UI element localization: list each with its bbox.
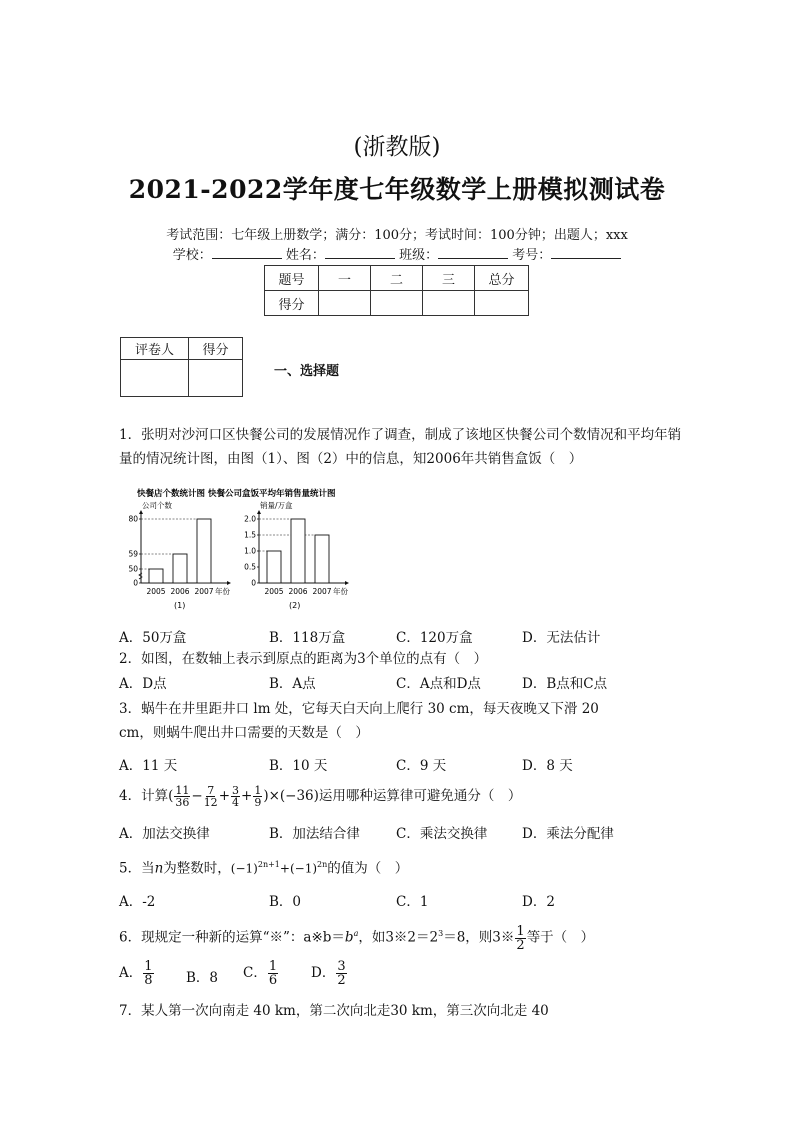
question-3: 3．蜗牛在井里距井口 lm 处，它每天白天向上爬行 30 cm，每天夜晚又下滑 20 cm，则蜗牛爬出井口需要的天数是（ ） (119, 701, 599, 741)
q6-exponent-2: 3 (438, 929, 444, 938)
q6-base-2: 2 (429, 929, 439, 946)
page-title: 2021-2022学年度七年级数学上册模拟测试卷 (128, 175, 666, 204)
numerator: 3 (337, 959, 346, 974)
x-axis-unit: 年份 (215, 587, 230, 596)
y-axis-label: 公司个数 (142, 501, 172, 510)
question-7: 7．某人第一次向南走 40 km，第二次向北走30 km，第三次向北走 40 (119, 1003, 549, 1019)
denominator: 9 (254, 796, 262, 809)
y-tick-label: 0 (133, 578, 138, 588)
x-tick-label: 2007 (312, 587, 332, 596)
denominator: 36 (175, 796, 190, 809)
q4-fraction-1 (174, 785, 190, 808)
numerator: 7 (207, 784, 215, 797)
y-tick-label: 0.5 (244, 562, 256, 572)
q5-exponent-b: 2n (317, 860, 328, 869)
q6-middle-2: ＝8，则3※ (443, 929, 515, 946)
q4-option-d[interactable]: D．乘法分配律 (522, 826, 614, 842)
score-cell[interactable] (371, 291, 423, 316)
score-table-header: 一 (319, 266, 371, 291)
q1-option-d[interactable]: D．无法估计 (522, 630, 601, 646)
numerator: 3 (232, 784, 239, 797)
question-2: 2．如图，在数轴上表示到原点的距离为3个单位的点有（ ） (119, 651, 488, 667)
question-4 (119, 784, 689, 808)
x-axis-arrow (227, 581, 231, 585)
edition-label: (浙教版) (353, 134, 441, 160)
score-cell[interactable] (475, 291, 529, 316)
grader-score-label: 得分 (189, 338, 243, 360)
score-cell[interactable] (423, 291, 475, 316)
numerator: 1 (144, 959, 153, 974)
q2-option-d[interactable]: D．B点和C点 (522, 676, 608, 692)
q2-option-b[interactable]: B．A点 (269, 676, 316, 692)
student-info-line (0, 244, 794, 263)
q4-option-c[interactable]: C．乘法交换律 (396, 826, 488, 842)
question-6 (119, 922, 689, 952)
operator: + (218, 788, 230, 804)
q5-option-b[interactable]: B．0 (269, 894, 302, 910)
grader-table (120, 337, 243, 397)
q6-middle: ，如3※2＝ (358, 929, 430, 946)
q3-option-c[interactable]: C．9 天 (396, 758, 447, 774)
bar-charts-svg (119, 483, 379, 613)
score-table-header: 题号 (265, 266, 319, 291)
q3-option-d[interactable]: D．8 天 (522, 758, 573, 774)
y-tick-label: 0 (251, 578, 256, 588)
reviewer-cell[interactable] (121, 360, 189, 397)
figure-caption-2: (2) (289, 601, 301, 610)
q4-prefix: 4．计算 (119, 788, 169, 804)
operator: + (241, 788, 253, 804)
q4-multiplier: )×(−36) (263, 788, 319, 804)
q6-suffix: 等于（ ） (526, 929, 595, 946)
q1-option-c[interactable]: C．120万盒 (396, 630, 473, 646)
q5-term-a: (−1) (230, 861, 258, 876)
denominator: 2 (516, 937, 525, 953)
figure-caption-1: (1) (174, 601, 186, 610)
axis-break-mark (139, 573, 142, 579)
score-table-header: 二 (371, 266, 423, 291)
q4-paren: ( (168, 788, 174, 804)
section-title: 一、选择题 (274, 364, 340, 379)
score-table (264, 265, 529, 316)
option-label: B．8 (186, 970, 219, 986)
x-tick-label: 2006 (170, 587, 190, 596)
numerator: 1 (268, 959, 278, 974)
denominator: 2 (337, 973, 346, 988)
score-table-header: 三 (423, 266, 475, 291)
exam-no-field[interactable] (551, 245, 621, 259)
q4-fraction-4 (253, 785, 262, 808)
y-tick-label: 1.5 (244, 530, 256, 540)
score-cell[interactable] (319, 291, 371, 316)
q3-option-a[interactable]: A．11 天 (119, 758, 178, 774)
numerator: 1 (516, 923, 525, 939)
question-5 (119, 853, 689, 881)
school-field[interactable] (212, 245, 282, 259)
x-axis-arrow (345, 581, 349, 585)
score-row-label: 得分 (265, 291, 319, 316)
y-tick-label: 2.0 (244, 514, 256, 524)
q5-option-a[interactable]: A．-2 (119, 894, 156, 910)
grader-score-cell[interactable] (189, 360, 243, 397)
bar (173, 554, 187, 583)
numerator: 1 (254, 784, 262, 797)
name-label: 姓名： (285, 248, 325, 263)
exam-info: 考试范围：七年级上册数学；满分：100分；考试时间：100分钟；出题人；xxx (166, 228, 628, 243)
q5-middle: 为整数时， (163, 860, 231, 877)
q2-option-a[interactable]: A．D点 (119, 676, 167, 692)
q5-prefix: 5．当 (119, 860, 155, 877)
y-tick-label: 59 (128, 549, 138, 559)
q5-option-c[interactable]: C．1 (396, 894, 429, 910)
bar-chart-figure (119, 483, 379, 613)
numerator: 11 (175, 784, 190, 797)
q5-exponent-a: 2n+1 (257, 860, 280, 869)
x-tick-label: 2007 (194, 587, 214, 596)
bar (197, 519, 211, 583)
q6-base: b (344, 929, 354, 946)
y-axis-label: 销量/万盒 (260, 501, 293, 510)
option-fraction (268, 960, 278, 987)
q5-suffix: 的值为（ ） (327, 860, 409, 877)
q6-exponent: a (353, 929, 359, 938)
q6-option-b[interactable] (186, 966, 218, 986)
q4-option-a[interactable]: A．加法交换律 (119, 826, 210, 842)
name-field[interactable] (325, 245, 395, 259)
school-label: 学校： (172, 248, 212, 263)
exam-no-label: 考号： (512, 248, 552, 263)
y-axis-arrow (139, 510, 143, 514)
q2-option-c[interactable]: C．A点和D点 (396, 676, 481, 692)
score-table-header: 总分 (475, 266, 529, 291)
q6-prefix: 6．现规定一种新的运算“※”：a※b＝ (119, 929, 345, 946)
class-field[interactable] (438, 245, 508, 259)
option-label: A． (119, 965, 143, 981)
question-1: 1．张明对沙河口区快餐公司的发展情况作了调查，制成了该地区快餐公司个数情况和平均年销量的情况统计图，由图（1）、图（2）中的信息，知2006年共销售盒饭（ ） (119, 427, 682, 467)
q6-option-c[interactable] (243, 960, 279, 987)
bar (291, 519, 305, 583)
x-tick-label: 2005 (146, 587, 166, 596)
q4-option-b[interactable]: B．加法结合律 (269, 826, 360, 842)
bar (315, 535, 329, 583)
y-tick-label: 50 (128, 564, 138, 574)
figure-title: 快餐店个数统计图 快餐公司盒饭平均年销售量统计图 (137, 489, 336, 499)
operator: − (191, 788, 203, 804)
q5-variable: n (154, 860, 164, 877)
denominator: 6 (268, 973, 278, 988)
q4-fraction-3 (231, 785, 240, 808)
q4-suffix: 运用哪种运算律可避免通分（ ） (318, 788, 522, 804)
x-axis-unit: 年份 (333, 587, 348, 596)
q1-option-b[interactable]: B．118万盒 (269, 630, 346, 646)
denominator: 8 (144, 973, 153, 988)
class-label: 班级： (399, 248, 439, 263)
q1-option-a[interactable]: A．50万盒 (119, 630, 187, 646)
denominator: 4 (232, 796, 239, 809)
x-tick-label: 2005 (264, 587, 284, 596)
q5-term-b: +(−1) (279, 861, 318, 876)
q6-option-a[interactable] (119, 960, 155, 987)
bar (149, 569, 163, 583)
option-fraction (336, 960, 346, 987)
reviewer-label: 评卷人 (121, 338, 189, 360)
option-label: D． (311, 965, 336, 981)
y-axis-arrow (257, 510, 261, 514)
q4-fraction-2 (204, 785, 218, 808)
x-tick-label: 2006 (288, 587, 308, 596)
y-tick-label: 80 (128, 514, 138, 524)
q3-option-b[interactable]: B．10 天 (269, 758, 328, 774)
q5-option-d[interactable]: D．2 (522, 894, 555, 910)
y-tick-label: 1.0 (244, 546, 256, 556)
bar (267, 551, 281, 583)
q6-option-d[interactable] (311, 960, 348, 987)
denominator: 12 (203, 796, 218, 809)
q6-fraction (515, 925, 525, 952)
option-fraction (143, 960, 153, 987)
option-label: C． (243, 965, 267, 981)
